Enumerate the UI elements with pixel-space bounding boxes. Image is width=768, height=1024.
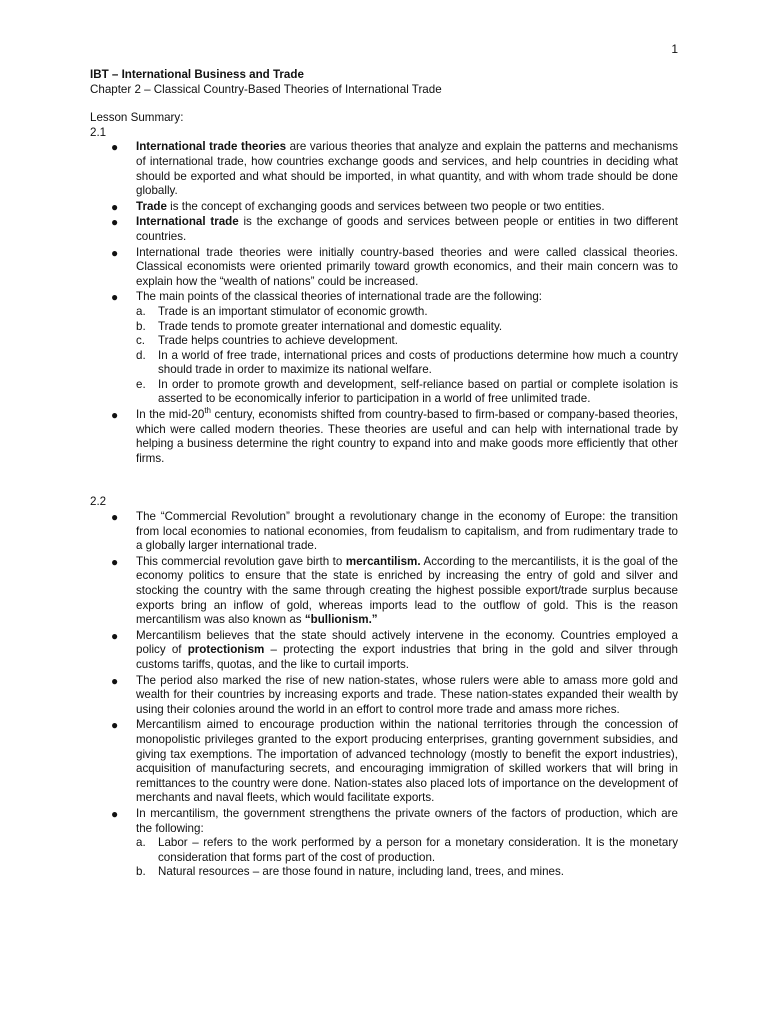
item-letter: b. — [136, 319, 146, 333]
list-item-text: is the concept of exchanging goods and services between two people or two entities. — [166, 199, 605, 213]
list-item-text: The main points of the classical theories of international trade are the following: — [136, 290, 543, 304]
list-item — [111, 806, 678, 880]
bullet-icon: ● — [111, 718, 119, 733]
chapter-heading: Chapter 2 – Classical Country-Based Theories of International Trade — [90, 82, 442, 96]
list-item — [111, 628, 678, 673]
bullet-icon: ● — [111, 199, 119, 214]
sub-list-item — [136, 865, 678, 880]
sub-item-text: In order to promote growth and development, self-reliance based on partial or complete isolation is asserted to be economically inferior to participation in a world of free unlimited trade. — [158, 377, 678, 406]
list-item — [111, 199, 678, 215]
bullet-icon: ● — [111, 806, 119, 821]
list-item-text: century, economists shifted from country-based to firm-based or company-based theories, which were called modern theories. These theories are useful and can help with international trade by helping a business determine the right country to expand into and make goods more efficiently that other firms. — [136, 408, 678, 465]
item-letter: a. — [136, 836, 146, 850]
bullet-icon: ● — [111, 245, 119, 260]
sub-item-text: Natural resources – are those found in nature, including land, trees, and mines. — [158, 865, 565, 879]
section-2-2-list — [90, 510, 678, 880]
bullet-icon: ● — [111, 140, 119, 155]
bullet-icon: ● — [111, 628, 119, 643]
item-letter: a. — [136, 304, 146, 318]
list-item-text: is the exchange of goods and services between people or entities in two different countries. — [136, 215, 678, 243]
list-item-text: In mercantilism, the government strengthens the private owners of the factors of production, which are the following: — [136, 806, 678, 835]
sub-list-item — [136, 348, 678, 378]
page-number: 1 — [671, 42, 678, 56]
section-2-1-label: 2.1 — [90, 125, 107, 139]
list-item-text: – protecting the export industries that bring in the gold and silver through customs tariffs, quotas, and the like to curtail imports. — [136, 643, 678, 671]
list-item — [111, 215, 678, 244]
list-item — [111, 140, 679, 198]
key-term: International trade — [136, 215, 239, 229]
key-term: “bullionism.” — [304, 613, 378, 627]
ordinal-superscript: th — [204, 406, 211, 416]
sub-list-item — [136, 377, 678, 407]
list-item — [111, 510, 678, 554]
list-item-text: The period also marked the rise of new nation-states, whose rulers were able to amass more gold and wealth for their countries by increasing exports and trade. These nation-states expanded their wealth by using their colonies around the world in an effort to control more trade and amass more riches. — [136, 673, 678, 716]
list-item-text: In the mid-20 — [136, 408, 205, 422]
sub-item-text: In a world of free trade, international prices and costs of productions determine how much a country should trade in order to maximize its national welfare. — [158, 348, 678, 377]
list-item — [111, 673, 678, 718]
list-item-text: International trade theories were initially country-based theories and were called classical theories. Classical economists were oriented primarily toward growth economics, and their main concern was to explain how the “wealth of nations” could be increased. — [136, 245, 678, 288]
list-item-text: This commercial revolution gave birth to — [136, 554, 346, 568]
sub-item-text: Trade helps countries to achieve development. — [158, 334, 398, 348]
list-item — [111, 554, 678, 628]
factors-of-production-list — [136, 836, 678, 880]
classical-points-list — [136, 305, 678, 407]
sub-list-item — [136, 334, 678, 349]
key-term: Trade — [136, 199, 167, 213]
sub-item-text: Trade is an important stimulator of economic growth. — [158, 304, 428, 318]
list-item — [111, 290, 678, 407]
bullet-icon: ● — [111, 554, 119, 569]
bullet-icon: ● — [111, 408, 119, 423]
list-item-text: Mercantilism aimed to encourage production within the national territories through the concession of monopolistic privileges granted to the export producing enterprises, granting government subsidies, and giving tax exemptions. The importation of advanced technology (mostly to benefit the export industries), acquisition of manufacturing secrets, and encouraging immigration of skilled workers that will bring in remittances to the country were done. Nation-states also placed lots of importance on the development of merchants and naval fleets, which would facilitate exports. — [136, 718, 678, 805]
list-item — [111, 718, 678, 806]
item-letter: e. — [136, 377, 146, 391]
section-2-2-label: 2.2 — [90, 495, 107, 509]
list-item — [111, 245, 678, 290]
bullet-icon: ● — [111, 510, 119, 525]
bullet-icon: ● — [111, 290, 119, 305]
key-term: protectionism — [187, 643, 265, 657]
list-item-text: Mercantilism believes that the state should actively intervene in the economy. Countries employed a policy of — [136, 628, 678, 657]
document-body — [90, 68, 678, 881]
list-item — [111, 406, 678, 466]
item-letter: b. — [136, 865, 146, 879]
section-2-1-list — [90, 140, 678, 466]
sub-item-text: Trade tends to promote greater international and domestic equality. — [158, 319, 503, 333]
bullet-icon: ● — [111, 673, 119, 688]
sub-list-item — [136, 304, 678, 320]
bullet-icon: ● — [111, 215, 119, 230]
key-term: International trade theories — [136, 140, 287, 154]
list-item-text: are various theories that analyze and explain the patterns and mechanisms of international trade, how countries exchange goods and services, and help countries in deciding what should be exported and what should be imported, in what quantity, and with whom trade should be done globally. — [136, 140, 679, 198]
sub-item-text: Labor – refers to the work performed by a person for a monetary consideration. It is the monetary consideration that forms part of the cost of production. — [158, 836, 678, 864]
list-item-text: The “Commercial Revolution” brought a revolutionary change in the economy of Europe: the transition from local economies to national economies, from feudalism to capitalism, and from rudimentary trade to a globally larger international trade. — [136, 510, 678, 553]
sub-list-item — [136, 836, 678, 865]
key-term: mercantilism. — [345, 554, 421, 568]
item-letter: c. — [136, 334, 146, 348]
lesson-summary-label: Lesson Summary: — [90, 111, 184, 125]
list-item-text: According to the mercantilists, it is the goal of the economy politics to ensure that the state is enriched by increasing the entry of gold and silver and stocking the country with the same through creating the highest possible export/trade surplus because exports bring an inflow of gold, whereas imports lead to the outflow of gold. This is the reason mercantilism was also known as — [136, 554, 678, 627]
item-letter: d. — [136, 348, 146, 362]
document-title: IBT – International Business and Trade — [90, 68, 304, 81]
sub-list-item — [136, 319, 678, 335]
